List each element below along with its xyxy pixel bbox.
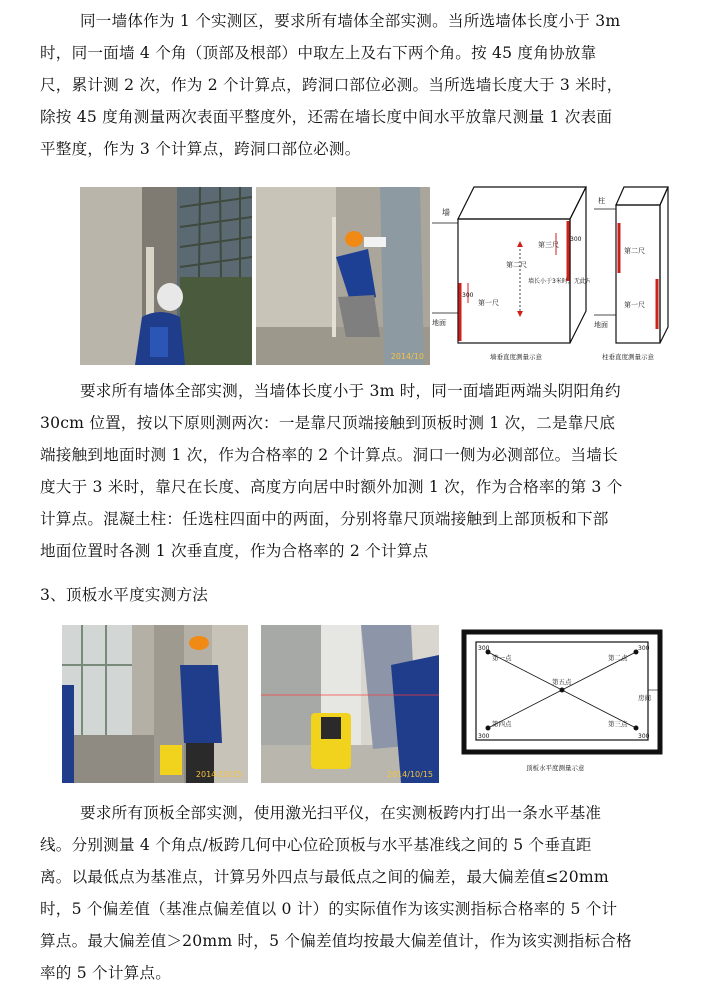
point-4-label: 第四点 bbox=[492, 720, 512, 728]
wall-verticality-diagram bbox=[432, 183, 590, 363]
ceiling-levelness-diagram bbox=[460, 628, 668, 778]
point-1-label: 第一点 bbox=[492, 654, 512, 662]
dim-300-tr: 300 bbox=[638, 645, 650, 652]
column-diagram-caption: 柱垂直度测量示意 bbox=[602, 353, 654, 361]
text-line: 计算点。混凝土柱：任选柱四面中的两面，分别将靠尺顶端接触到上部顶板和下部 bbox=[40, 510, 609, 528]
wall-diagram-caption: 墙垂直度测量示意 bbox=[490, 353, 542, 361]
dim-300-top: 300 bbox=[570, 236, 582, 243]
label-ground: 地面 bbox=[432, 319, 446, 327]
photo-ceiling-measurement-1 bbox=[62, 625, 248, 783]
text-line: 要求所有墙体全部实测，当墙体长度小于 3m 时，同一面墙距两端头阴阳角约 bbox=[80, 382, 621, 400]
label-wall: 墙 bbox=[442, 208, 450, 217]
dim-300-br: 300 bbox=[638, 733, 650, 740]
column-verticality-diagram bbox=[594, 183, 674, 363]
text-line: 尺，累计测 2 次，作为 2 个计算点，跨洞口部位必测。当所选墙长度大于 3 米时， bbox=[40, 76, 623, 94]
text-line: 30cm 位置，按以下原则测两次：一是靠尺顶端接触到顶板时测 1 次，二是靠尺底 bbox=[40, 414, 616, 432]
text-line: 平整度，作为 3 个计算点，跨洞口部位必测。 bbox=[40, 140, 361, 158]
section-heading: 3、顶板水平度实测方法 bbox=[40, 586, 209, 604]
label-column-ruler-1: 第一尺 bbox=[624, 301, 645, 309]
label-column-ruler-2: 第二尺 bbox=[624, 247, 645, 255]
photo-ceiling-measurement-2 bbox=[261, 625, 439, 783]
photo-date-stamp: 2014/10/15 bbox=[386, 770, 433, 779]
point-3-label: 第三点 bbox=[608, 720, 628, 728]
plan-diagram-caption: 顶板水平度测量示意 bbox=[526, 764, 585, 772]
text-line: 要求所有顶板全部实测，使用激光扫平仪，在实测板跨内打出一条水平基准 bbox=[80, 804, 602, 822]
wall-diagram-note: 墙长小于3米时，无此尺 bbox=[528, 278, 590, 285]
text-line: 率的 5 个计算点。 bbox=[40, 964, 171, 982]
label-ruler-3: 第三尺 bbox=[538, 241, 559, 249]
label-ground-column: 地面 bbox=[594, 321, 608, 329]
text-line: 度大于 3 米时，靠尺在长度、高度方向居中时额外加测 1 次，作为合格率的第 3 个 bbox=[40, 478, 623, 496]
text-line: 离。以最低点为基准点，计算另外四点与最低点之间的偏差，最大偏差值≤20mm bbox=[40, 868, 609, 886]
room-label: 房间 bbox=[638, 694, 651, 702]
photo-date-stamp: 2014/10 bbox=[390, 352, 424, 361]
label-column: 柱 bbox=[598, 197, 605, 205]
text-line: 时，同一面墙 4 个角（顶部及根部）中取左上及右下两个角。按 45 度角协放靠 bbox=[40, 44, 597, 62]
label-ruler-2: 第二尺 bbox=[506, 261, 527, 269]
point-2-label: 第二点 bbox=[608, 654, 628, 662]
photo-date-stamp: 2014/10/15 bbox=[195, 770, 242, 779]
text-line: 端接触到地面时测 1 次，作为合格率的 2 个计算点。洞口一侧为必测部位。当墙长 bbox=[40, 446, 618, 464]
photo-wall-measurement-1 bbox=[80, 187, 252, 365]
text-line: 同一墙体作为 1 个实测区，要求所有墙体全部实测。当所选墙体长度小于 3m bbox=[80, 12, 621, 30]
text-line: 地面位置时各测 1 次垂直度，作为合格率的 2 个计算点 bbox=[40, 542, 429, 560]
label-ruler-1: 第一尺 bbox=[478, 299, 499, 307]
dim-300-tl: 300 bbox=[478, 645, 490, 652]
photo-wall-measurement-2 bbox=[256, 187, 430, 365]
text-line: 时，5 个偏差值（基准点偏差值以 0 计）的实际值作为该实测指标合格率的 5 个计 bbox=[40, 900, 618, 918]
point-5-label: 第五点 bbox=[552, 678, 572, 686]
text-line: 线。分别测量 4 个角点/板跨几何中心位砼顶板与水平基准线之间的 5 个垂直距 bbox=[40, 836, 592, 854]
dim-300-bl: 300 bbox=[478, 733, 490, 740]
dim-300-bottom: 300 bbox=[462, 292, 474, 299]
text-line: 除按 45 度角测量两次表面平整度外，还需在墙长度中间水平放靠尺测量 1 次表面 bbox=[40, 108, 613, 126]
text-line: 算点。最大偏差值＞20mm 时，5 个偏差值均按最大偏差值计，作为该实测指标合格 bbox=[40, 932, 632, 950]
